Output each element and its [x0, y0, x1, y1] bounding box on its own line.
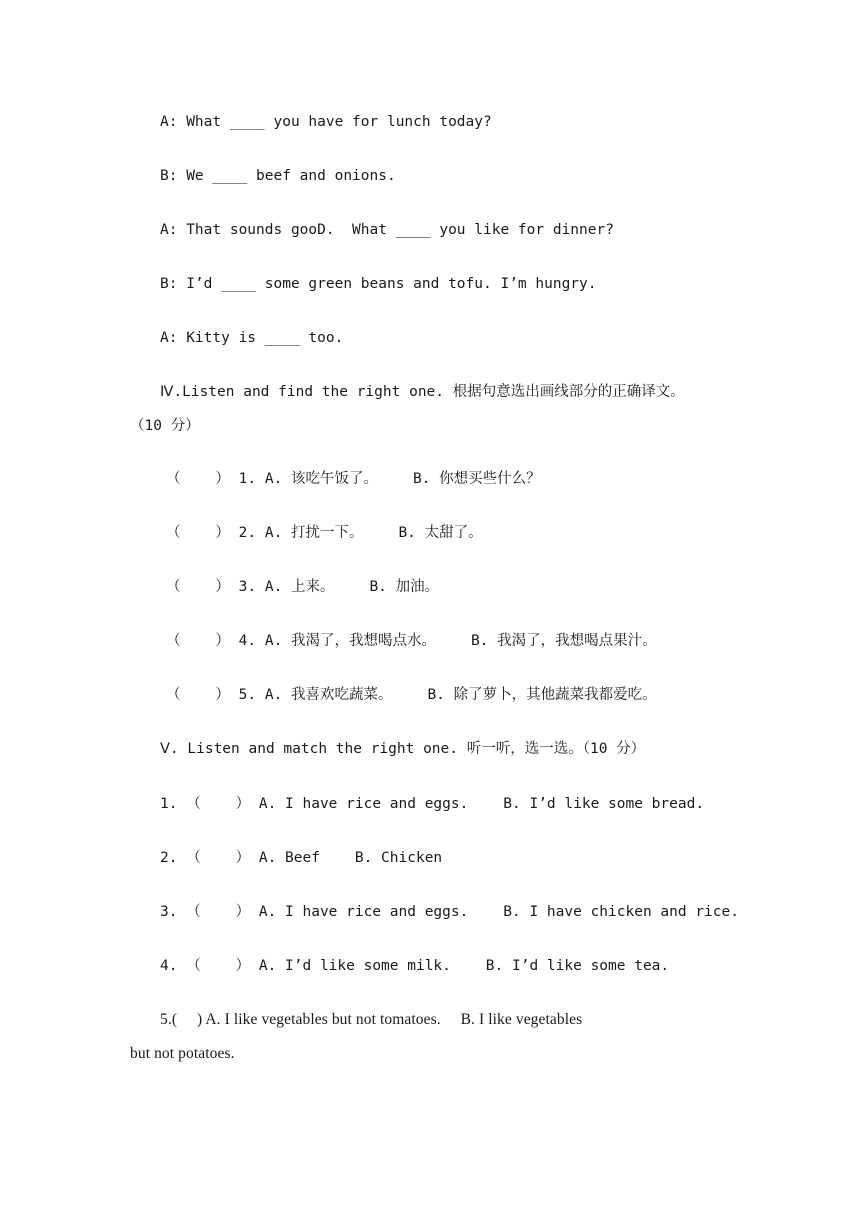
dialogue-line-4: B: I’d ____ some green beans and tofu. I’m hungry. [160, 276, 597, 292]
section-4-item-2: （ ） 2. A. 打扰一下。 B. 太甜了。 [166, 525, 483, 541]
dialogue-line-3: A: That sounds gooD. What ____ you like for dinner? [160, 222, 614, 238]
section-5-item-5-continued: but not potatoes. [130, 1045, 235, 1062]
section-5-item-3: 3. （ ） A. I have rice and eggs. B. I have chicken and rice. [160, 904, 739, 920]
section-5-item-1: 1. （ ） A. I have rice and eggs. B. I’d like some bread. [160, 796, 705, 812]
section-4-title: Ⅳ.Listen and find the right one. 根据句意选出画线部分的正确译文。 [160, 384, 685, 400]
section-5-item-5: 5.( ) A. I like vegetables but not tomatoes. B. I like vegetables [160, 1011, 583, 1028]
section-4-item-1: （ ） 1. A. 该吃午饭了。 B. 你想买些什么？ [166, 471, 541, 487]
section-4-score: （10 分） [130, 418, 200, 434]
section-4-item-3: （ ） 3. A. 上来。 B. 加油。 [166, 579, 440, 595]
section-5-item-4: 4. （ ） A. I’d like some milk. B. I’d like some tea. [160, 958, 670, 974]
section-5-item-2: 2. （ ） A. Beef B. Chicken [160, 850, 443, 866]
dialogue-line-1: A: What ____ you have for lunch today? [160, 114, 492, 130]
section-4-item-5: （ ） 5. A. 我喜欢吃蔬菜。 B. 除了萝卜，其他蔬菜我都爱吃。 [166, 687, 657, 703]
dialogue-line-5: A: Kitty is ____ too. [160, 330, 344, 346]
section-5-title: Ⅴ. Listen and match the right one. 听一听，选一选。（10 分） [160, 741, 646, 757]
section-4-item-4: （ ） 4. A. 我渴了，我想喝点水。 B. 我渴了，我想喝点果汁。 [166, 633, 657, 649]
dialogue-line-2: B: We ____ beef and onions. [160, 168, 396, 184]
